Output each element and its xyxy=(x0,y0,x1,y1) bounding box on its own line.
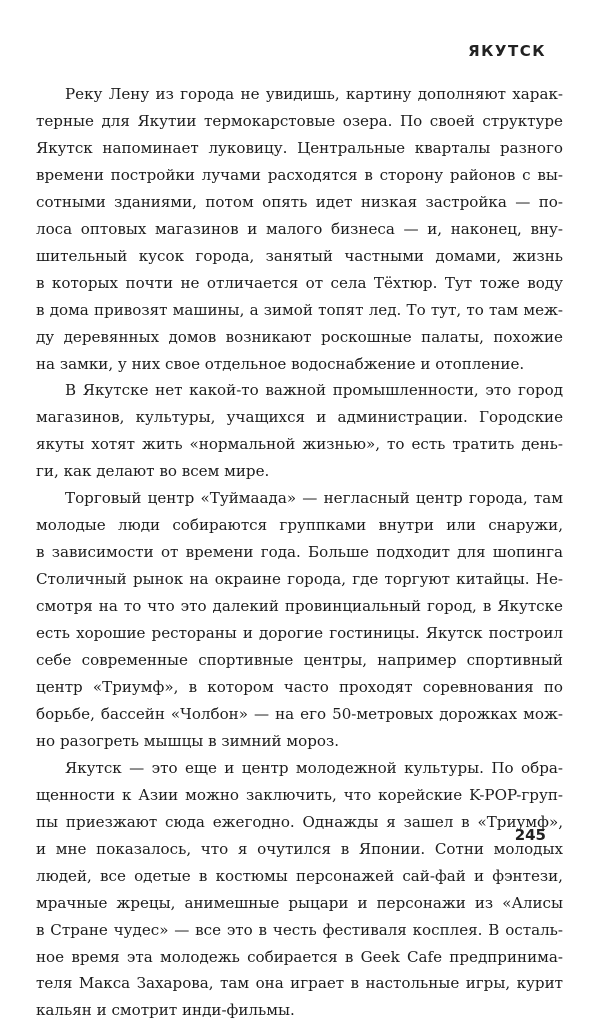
text-line: в которых почти не отличается от села Тёхтюр. Тут тоже воду xyxy=(36,273,563,292)
body-text xyxy=(36,81,563,1024)
text-line: есть хорошие рестораны и дорогие гостиницы. Якутск построил xyxy=(36,624,563,643)
text-line: лоса оптовых магазинов и малого бизнеса — и, наконец, вну- xyxy=(36,219,563,238)
text-line: борьбе, бассейн «Чолбон» — на его 50-метровых дорожках мож- xyxy=(36,704,563,723)
text-line: на замки, у них свое отдельное водоснабжение и отопление. xyxy=(36,354,525,373)
text-line: шительный кусок города, занятый частными домами, жизнь xyxy=(36,246,563,265)
text-line: ги, как делают во всем мире. xyxy=(36,462,270,481)
text-line: и мне показалось, что я очутился в Японии. Сотни молодых xyxy=(36,839,563,858)
text-line: Торговый центр «Туймаада» — негласный центр города, там xyxy=(65,489,563,508)
text-line: теля Макса Захарова, там она играет в настольные игры, курит xyxy=(36,974,563,993)
running-head: ЯКУТСК xyxy=(468,42,546,60)
text-line: Якутск напоминает луковицу. Центральные кварталы разного xyxy=(36,138,563,157)
text-line: в зависимости от времени года. Больше подходит для шопинга xyxy=(36,543,563,562)
text-line: Якутск — это еще и центр молодежной культуры. По обра- xyxy=(65,758,563,777)
paragraph xyxy=(36,485,563,755)
text-line: В Якутске нет какой-то важной промышленности, это город xyxy=(65,381,563,400)
text-line: в дома привозят машины, а зимой топят лед. То тут, то там меж- xyxy=(36,300,563,319)
text-line: но разогреть мышцы в зимний мороз. xyxy=(36,731,340,750)
text-line: центр «Триумф», в котором часто проходят соревнования по xyxy=(36,677,563,696)
text-line: кальян и смотрит инди-фильмы. xyxy=(36,1001,295,1020)
text-line: Реку Лену из города не увидишь, картину дополняют харак- xyxy=(65,85,563,103)
text-line: якуты хотят жить «нормальной жизнью», то есть тратить день- xyxy=(36,435,563,454)
text-line: в Стране чудес» — все это в честь фестиваля косплея. В осталь- xyxy=(36,920,563,939)
text-line: Столичный рынок на окраине города, где торгуют китайцы. Не- xyxy=(36,570,563,589)
text-line: сотными зданиями, потом опять идет низкая застройка — по- xyxy=(36,192,563,211)
text-line: ду деревянных домов возникают роскошные палаты, похожие xyxy=(36,327,563,346)
text-line: терные для Якутии термокарстовые озера. По своей структуре xyxy=(36,111,563,130)
text-line: магазинов, культуры, учащихся и администрации. Городские xyxy=(36,408,563,427)
text-line: смотря на то что это далекий провинциальный город, в Якутске xyxy=(36,597,563,616)
text-line: себе современные спортивные центры, например спортивный xyxy=(36,651,563,670)
text-line: времени постройки лучами расходятся в сторону районов с вы- xyxy=(36,165,563,184)
page-number: 245 xyxy=(514,826,546,844)
text-line: мрачные жрецы, анимешные рыцари и персонажи из «Алисы xyxy=(36,893,563,912)
text-line: пы приезжают сюда ежегодно. Однажды я зашел в «Триумф», xyxy=(36,812,563,831)
text-line: людей, все одетые в костюмы персонажей сай-фай и фэнтези, xyxy=(36,866,563,885)
paragraph xyxy=(36,81,563,377)
paragraph xyxy=(36,755,563,1024)
text-line: щенности к Азии можно заключить, что корейские K-POP-груп- xyxy=(36,785,563,804)
text-line: молодые люди собираются группками внутри или снаружи, xyxy=(36,516,563,535)
text-line: ное время эта молодежь собирается в Geek Cafe предпринима- xyxy=(36,947,563,966)
paragraph xyxy=(36,377,563,485)
